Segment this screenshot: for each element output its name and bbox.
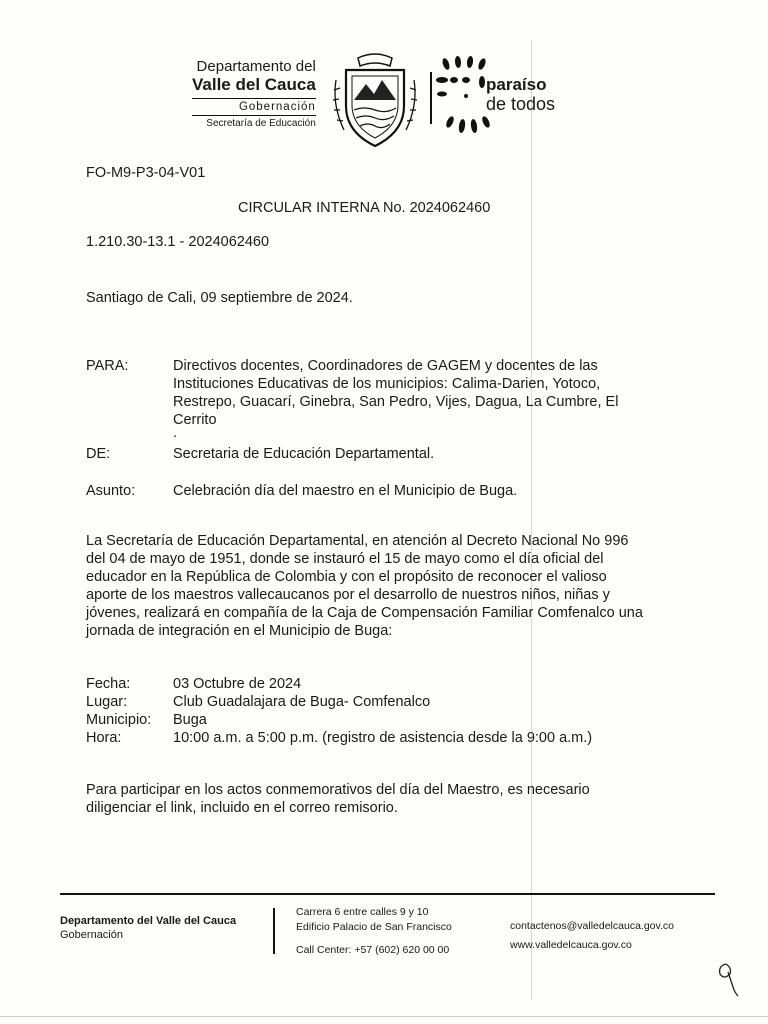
- gobernacion-label: Gobernación: [192, 98, 316, 115]
- body-line: del 04 de mayo de 1951, donde se instauró el 15 de mayo como el día oficial del: [86, 551, 604, 567]
- sun-rays-icon: [436, 52, 492, 138]
- asunto-text: Celebración día del maestro en el Municipio de Buga.: [173, 483, 518, 499]
- de-label: DE:: [86, 446, 111, 462]
- body-paragraph: [86, 532, 658, 640]
- slogan-regular: de todos: [486, 94, 556, 114]
- circular-title: CIRCULAR INTERNA No. 2024062460: [238, 200, 491, 216]
- body-line: La Secretaría de Educación Departamental, en atención al Decreto Nacional No 996: [86, 533, 629, 549]
- footer-contact-block: [510, 919, 674, 953]
- reference-number: 1.210.30-13.1 - 2024062460: [86, 234, 270, 250]
- footer-address2: Edificio Palacio de San Francisco: [296, 921, 452, 933]
- slogan: [486, 76, 555, 114]
- closing-line: diligenciar el link, incluido en el correo remisorio.: [86, 800, 398, 816]
- para-line: Restrepo, Guacarí, Ginebra, San Pedro, Vijes, Dagua, La Cumbre, El: [173, 394, 619, 410]
- footer-gobernacion: Gobernación: [60, 929, 123, 941]
- footer-address1: Carrera 6 entre calles 9 y 10: [296, 906, 429, 918]
- logo-divider: [430, 72, 432, 124]
- footer-website-link[interactable]: www.valledelcauca.gov.co: [510, 939, 632, 951]
- para-dot: .: [173, 425, 178, 441]
- para-line: Directivos docentes, Coordinadores de GAGEM y docentes de las: [173, 358, 598, 374]
- footer-email-link[interactable]: contactenos@valledelcauca.gov.co: [510, 920, 674, 932]
- de-text: Secretaria de Educación Departamental.: [173, 446, 435, 462]
- detail-label: Fecha:: [86, 676, 131, 692]
- detail-label: Lugar:: [86, 694, 128, 710]
- para-line: Cerrito: [173, 412, 217, 428]
- para-recipients: [173, 357, 632, 441]
- place-date: Santiago de Cali, 09 septiembre de 2024.: [86, 290, 353, 306]
- closing-paragraph: [86, 781, 658, 817]
- detail-value: Buga: [173, 712, 207, 728]
- body-line: aporte de los maestros vallecaucanos por el desarrollo de nuestros niños, niñas y: [86, 587, 610, 603]
- department-logo-text: [192, 58, 316, 131]
- para-line: Instituciones Educativas de los municipios: Calima-Darien, Yotoco,: [173, 376, 601, 392]
- footer-address-block: [296, 905, 452, 958]
- dept-line2: Valle del Cauca: [192, 75, 316, 94]
- closing-line: Para participar en los actos conmemorativos del día del Maestro, es necesario: [86, 782, 590, 798]
- footer-rule: [60, 893, 715, 895]
- footer-call-center: Call Center: +57 (602) 620 00 00: [296, 944, 450, 956]
- secretaria-label: Secretaría de Educación: [192, 115, 316, 131]
- footer-org: Departamento del Valle del Cauca: [60, 915, 237, 927]
- footer-org-block: [60, 914, 236, 942]
- handwritten-initial-icon: [712, 958, 746, 998]
- slogan-bold: paraíso: [486, 75, 547, 94]
- detail-label: Hora:: [86, 730, 122, 746]
- asunto-label: Asunto:: [86, 483, 136, 499]
- scan-line: [531, 40, 532, 1000]
- body-line: educador en la República de Colombia y con el propósito de reconocer el valioso: [86, 569, 607, 585]
- detail-value: Club Guadalajara de Buga- Comfenalco: [173, 694, 431, 710]
- detail-label: Municipio:: [86, 712, 152, 728]
- body-line: jornada de integración en el Municipio de Buga:: [86, 623, 393, 639]
- form-code: FO-M9-P3-04-V01: [86, 165, 206, 181]
- coat-of-arms-icon: [328, 50, 422, 150]
- detail-value: 10:00 a.m. a 5:00 p.m. (registro de asistencia desde la 9:00 a.m.): [173, 730, 593, 746]
- para-label: PARA:: [86, 358, 129, 374]
- body-line: jóvenes, realizará en compañía de la Caja de Compensación Familiar Comfenalco una: [86, 605, 643, 621]
- footer-divider: [273, 908, 275, 954]
- dept-line1: Departamento del: [196, 58, 316, 75]
- scan-edge: [0, 1016, 768, 1017]
- detail-value: 03 Octubre de 2024: [173, 676, 302, 692]
